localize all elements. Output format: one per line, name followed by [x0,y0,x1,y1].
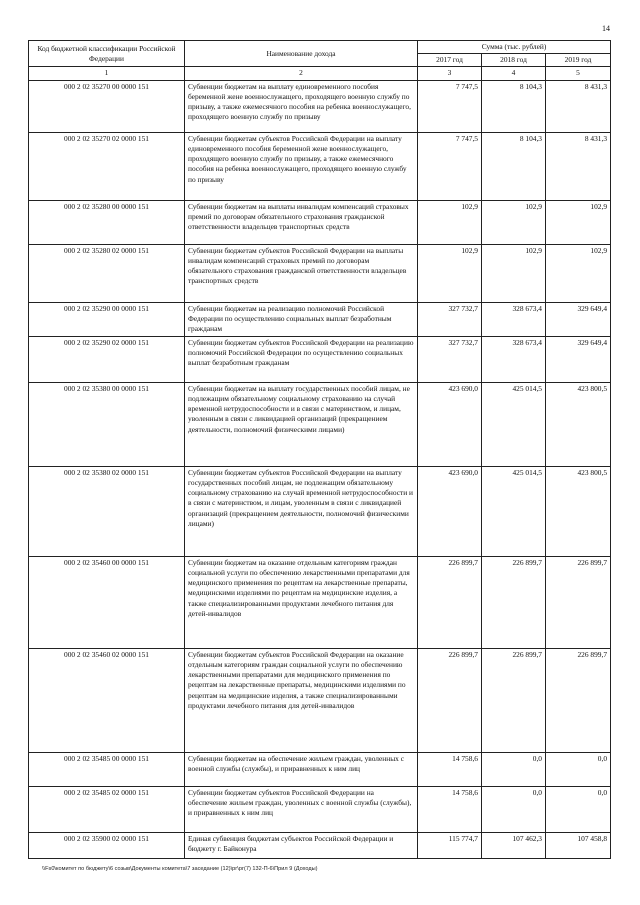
amount-2017: 7 747,5 [418,80,482,132]
revenue-name: Субвенции бюджетам на реализацию полномочий Российской Федерации по осуществлению социальных выплат безработным гражданам [185,302,418,336]
budget-code: 000 2 02 35900 02 0000 151 [29,832,185,858]
amount-2018: 102,9 [482,200,546,244]
table-row [29,556,611,648]
budget-code: 000 2 02 35460 00 0000 151 [29,556,185,648]
revenue-name: Субвенции бюджетам субъектов Российской Федерации на выплату единовременного пособия беременной жене военнослужащего, проходящего военную службу по призыву, а также ежемесячного пособия на ребенка военнослужащего, проходящего военную службу по призыву [185,132,418,200]
amount-2018: 8 104,3 [482,80,546,132]
revenue-name: Субвенции бюджетам на оказание отдельным категориям граждан социальной услуги по обеспечению лекарственными препаратами для медицинского применения по рецептам на лекарственные препараты, медицинскими изделиями по рецептам на медицинские изделия, а также специализированными продуктами лечебного питания для детей-инвалидов [185,556,418,648]
amount-2017: 327 732,7 [418,336,482,382]
table-row [29,302,611,336]
code-column-header: Код бюджетной классификации Российской Федерации [29,41,185,67]
amount-2018: 107 462,3 [482,832,546,858]
amount-2017: 14 758,6 [418,752,482,786]
budget-code: 000 2 02 35270 02 0000 151 [29,132,185,200]
amount-2018: 0,0 [482,752,546,786]
amount-2019: 423 800,5 [546,466,611,556]
table-row [29,336,611,382]
amount-2018: 102,9 [482,244,546,302]
column-number: 4 [482,67,546,80]
revenue-name: Субвенции бюджетам на выплаты инвалидам компенсаций страховых премий по договорам обязательного страхования гражданской ответственности владельцев транспортных средств [185,200,418,244]
budget-code: 000 2 02 35290 02 0000 151 [29,336,185,382]
table-row [29,80,611,132]
amount-2019: 226 899,7 [546,648,611,752]
amount-2019: 423 800,5 [546,382,611,466]
amount-2018: 425 014,5 [482,466,546,556]
page-number: 14 [602,24,610,33]
table-row [29,752,611,786]
amount-2018: 226 899,7 [482,556,546,648]
footer-file-path: \\Fs0\комитет по бюджету\6 созыв\Документы комитета\7 заседание (12)\рг\рг(7) 132-П-6\Прил 9 (Доходы) [42,866,318,872]
revenue-name: Субвенции бюджетам субъектов Российской Федерации на выплату государственных пособий лицам, не подлежащим обязательному социальному страхованию на случай временной нетрудоспособности и в связи с материнством, и лицам, уволенным в связи с ликвидацией организаций (прекращением деятельности, полномочий физическими лицами) [185,466,418,556]
budget-code: 000 2 02 35485 02 0000 151 [29,786,185,832]
table-row [29,466,611,556]
sum-column-header: Сумма (тыс. рублей) [418,41,611,54]
amount-2017: 327 732,7 [418,302,482,336]
amount-2017: 14 758,6 [418,786,482,832]
amount-2017: 115 774,7 [418,832,482,858]
column-number: 3 [418,67,482,80]
amount-2019: 102,9 [546,200,611,244]
budget-code: 000 2 02 35280 02 0000 151 [29,244,185,302]
budget-code: 000 2 02 35380 02 0000 151 [29,466,185,556]
table-row [29,832,611,858]
table-row [29,648,611,752]
amount-2019: 107 458,8 [546,832,611,858]
amount-2018: 8 104,3 [482,132,546,200]
amount-2019: 329 649,4 [546,302,611,336]
amount-2017: 102,9 [418,200,482,244]
budget-code: 000 2 02 35460 02 0000 151 [29,648,185,752]
budget-code: 000 2 02 35270 00 0000 151 [29,80,185,132]
amount-2017: 102,9 [418,244,482,302]
year-header: 2017 год [418,54,482,67]
budget-code: 000 2 02 35485 00 0000 151 [29,752,185,786]
name-column-header: Наименование дохода [185,41,418,67]
column-number: 1 [29,67,185,80]
amount-2019: 0,0 [546,786,611,832]
amount-2019: 329 649,4 [546,336,611,382]
amount-2017: 423 690,0 [418,466,482,556]
revenue-name: Субвенции бюджетам на выплату государственных пособий лицам, не подлежащим обязательному социальному страхованию на случай временной нетрудоспособности и в связи с материнством, и лицам, уволенным в связи с ликвидацией организаций (прекращением деятельности, полномочий физическими лицами) [185,382,418,466]
table-row [29,382,611,466]
column-number: 2 [185,67,418,80]
amount-2017: 7 747,5 [418,132,482,200]
amount-2018: 0,0 [482,786,546,832]
budget-code: 000 2 02 35280 00 0000 151 [29,200,185,244]
amount-2018: 328 673,4 [482,336,546,382]
revenue-name: Субвенции бюджетам субъектов Российской Федерации на обеспечение жильем граждан, уволенных с военной службы (службы), и приравненных к ним лиц [185,786,418,832]
table-row [29,786,611,832]
year-header: 2019 год [546,54,611,67]
revenue-name: Субвенции бюджетам субъектов Российской Федерации на оказание отдельным категориям граждан социальной услуги по обеспечению лекарственными препаратами для медицинского применения по рецептам на лекарственные препараты, медицинскими изделиями по рецептам на медицинские изделия, а также специализированными продуктами лечебного питания для детей-инвалидов [185,648,418,752]
revenue-name: Субвенции бюджетам субъектов Российской Федерации на выплаты инвалидам компенсаций страховых премий по договорам обязательного страхования гражданской ответственности владельцев транспортных средств [185,244,418,302]
amount-2019: 102,9 [546,244,611,302]
table-row [29,200,611,244]
amount-2018: 425 014,5 [482,382,546,466]
table-row [29,132,611,200]
budget-code: 000 2 02 35290 00 0000 151 [29,302,185,336]
amount-2019: 226 899,7 [546,556,611,648]
budget-code: 000 2 02 35380 00 0000 151 [29,382,185,466]
amount-2017: 423 690,0 [418,382,482,466]
revenue-name: Субвенции бюджетам субъектов Российской Федерации на реализацию полномочий Российской Федерации по осуществлению социальных выплат безработным гражданам [185,336,418,382]
year-header: 2018 год [482,54,546,67]
amount-2019: 0,0 [546,752,611,786]
amount-2017: 226 899,7 [418,648,482,752]
amount-2018: 226 899,7 [482,648,546,752]
revenue-name: Единая субвенция бюджетам субъектов Российской Федерации и бюджету г. Байконура [185,832,418,858]
revenue-name: Субвенции бюджетам на выплату единовременного пособия беременной жене военнослужащего, проходящего военную службу по призыву, а также ежемесячного пособия на ребенка военнослужащего, проходящего военную службу по призыву [185,80,418,132]
amount-2019: 8 431,3 [546,132,611,200]
revenue-name: Субвенции бюджетам на обеспечение жильем граждан, уволенных с военной службы (службы), и приравненных к ним лиц [185,752,418,786]
revenue-table [28,40,611,859]
amount-2017: 226 899,7 [418,556,482,648]
amount-2018: 328 673,4 [482,302,546,336]
amount-2019: 8 431,3 [546,80,611,132]
column-number: 5 [546,67,611,80]
table-row [29,244,611,302]
